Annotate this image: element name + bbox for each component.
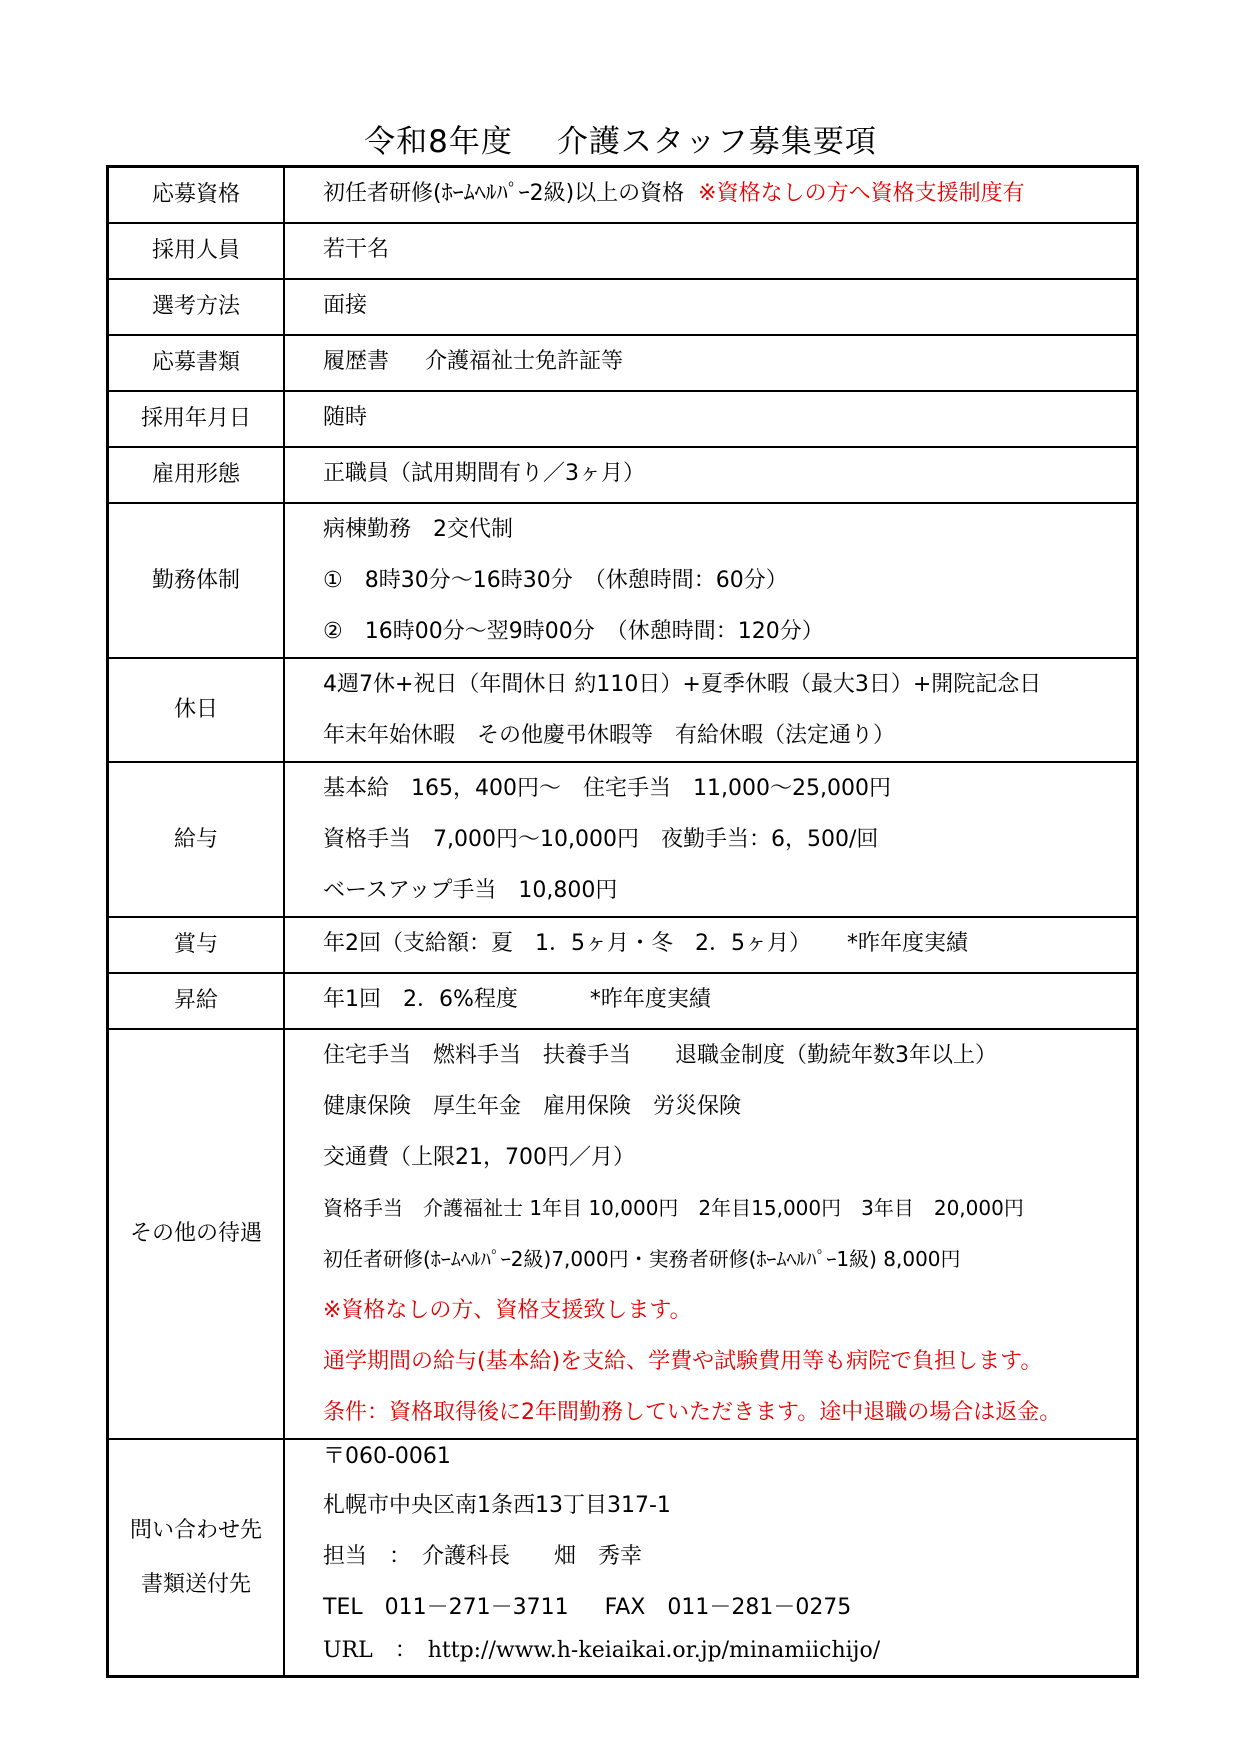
label-work-system: 勤務体制: [108, 503, 285, 658]
content-employment-type: 正職員（試用期間有り／3ヶ月）: [284, 447, 1138, 503]
contact-phone: [323, 1582, 1136, 1633]
qualification-text: 初任者研修(ﾎｰﾑﾍﾙﾊﾟｰ2級)以上の資格: [323, 181, 685, 206]
benefits-line: 健康保険 厚生年金 雇用保険 労災保険: [323, 1094, 742, 1119]
row-documents: [108, 335, 1138, 391]
title-year: 令和8年度: [364, 124, 513, 160]
content-start-date: 随時: [284, 391, 1138, 447]
content-salary: [284, 762, 1138, 917]
label-qualification: 応募資格: [108, 167, 285, 224]
benefits-line: 資格手当 介護福祉士 1年目 10,000円 2年目15,000円 3年目 20,000円: [323, 1196, 1024, 1220]
content-work-system: [284, 503, 1138, 658]
row-employment-type: [108, 447, 1138, 503]
label-salary: 給与: [108, 762, 285, 917]
row-holidays: [108, 658, 1138, 762]
content-benefits: [284, 1029, 1138, 1439]
work-system-line: ① 8時30分～16時30分 （休憩時間：60分）: [323, 568, 788, 593]
page-title: [0, 116, 1241, 161]
content-bonus: 年2回（支給額：夏 1．5ヶ月・冬 2．5ヶ月） *昨年度実績: [284, 917, 1138, 973]
salary-line: ベースアップ手当 10,800円: [323, 878, 618, 903]
contact-person: 担当 ： 介護科長 畑 秀幸: [323, 1544, 643, 1569]
holidays-line: 年末年始休暇 その他慶弔休暇等 有給休暇（法定通り）: [323, 723, 896, 748]
label-holidays: 休日: [108, 658, 285, 762]
row-selection: [108, 279, 1138, 335]
benefits-line: 初任者研修(ﾎｰﾑﾍﾙﾊﾟｰ2級)7,000円・実務者研修(ﾎｰﾑﾍﾙﾊﾟｰ1級) 8,000円: [323, 1247, 961, 1271]
contact-fax: FAX 011－281－0275: [604, 1595, 852, 1620]
content-documents: 履歴書 介護福祉士免許証等: [284, 335, 1138, 391]
benefits-line: 交通費（上限21，700円／月）: [323, 1145, 635, 1170]
work-system-line: ② 16時00分～翌9時00分 （休憩時間：120分）: [323, 619, 824, 644]
contact-tel: TEL 011－271－3711: [323, 1595, 569, 1620]
benefits-line: 住宅手当 燃料手当 扶養手当 退職金制度（勤続年数3年以上）: [323, 1043, 997, 1068]
label-contact: 問い合わせ先 書類送付先: [108, 1439, 285, 1677]
label-raise: 昇給: [108, 973, 285, 1029]
row-work-system: [108, 503, 1138, 658]
benefits-red-line: ※資格なしの方、資格支援致します。: [323, 1298, 692, 1323]
row-bonus: [108, 917, 1138, 973]
contact-url[interactable]: URL ： http://www.h-keiaikai.or.jp/minamiichijo/: [323, 1638, 881, 1663]
label-benefits: その他の待遇: [108, 1029, 285, 1439]
contact-address: 札幌市中央区南1条西13丁目317-1: [323, 1493, 671, 1518]
work-system-line: 病棟勤務 2交代制: [323, 517, 513, 542]
content-selection: 面接: [284, 279, 1138, 335]
row-qualification: [108, 167, 1138, 224]
holidays-line: 4週7休+祝日（年間休日 約110日）+夏季休暇（最大3日）+開院記念日: [323, 672, 1042, 697]
content-holidays: [284, 658, 1138, 762]
benefits-red-line: 条件：資格取得後に2年間勤務していただきます。途中退職の場合は返金。: [323, 1400, 1062, 1425]
row-hiring-count: [108, 223, 1138, 279]
label-documents: 応募書類: [108, 335, 285, 391]
label-employment-type: 雇用形態: [108, 447, 285, 503]
label-hiring-count: 採用人員: [108, 223, 285, 279]
content-qualification: [284, 167, 1138, 224]
row-salary: [108, 762, 1138, 917]
salary-line: 基本給 165，400円～ 住宅手当 11,000～25,000円: [323, 776, 891, 801]
content-contact: [284, 1439, 1138, 1677]
title-main: 介護スタッフ募集要項: [556, 124, 877, 160]
content-hiring-count: 若干名: [284, 223, 1138, 279]
contact-postal: 〒060-0061: [323, 1444, 451, 1469]
row-benefits: [108, 1029, 1138, 1439]
label-start-date: 採用年月日: [108, 391, 285, 447]
row-contact: [108, 1439, 1138, 1677]
qualification-note: ※資格なしの方へ資格支援制度有: [698, 181, 1025, 206]
content-raise: 年1回 2．6%程度 *昨年度実績: [284, 973, 1138, 1029]
row-start-date: [108, 391, 1138, 447]
label-bonus: 賞与: [108, 917, 285, 973]
row-raise: [108, 973, 1138, 1029]
label-selection: 選考方法: [108, 279, 285, 335]
salary-line: 資格手当 7,000円～10,000円 夜勤手当：6，500/回: [323, 827, 879, 852]
recruitment-table: [106, 165, 1139, 1678]
benefits-red-line: 通学期間の給与(基本給)を支給、学費や試験費用等も病院で負担します。: [323, 1349, 1043, 1374]
